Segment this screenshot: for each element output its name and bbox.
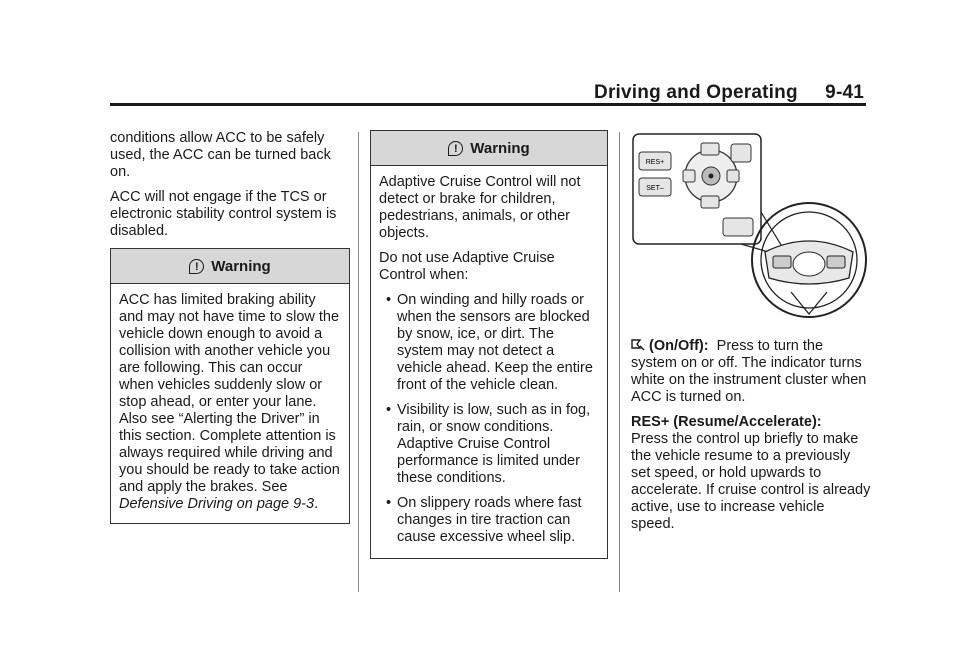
column-divider [358, 132, 359, 592]
onoff-text: Press to turn the system on or off. The indicator turns white on the instrument cluster when ACC is turned on. [631, 338, 867, 405]
warning-body [371, 166, 607, 558]
res-label: RES+ (Resume/Accelerate): [631, 414, 822, 430]
warning-title: Warning [470, 139, 530, 157]
column-1 [110, 130, 350, 524]
paragraph: conditions allow ACC to be safely used, the ACC can be turned back on. [110, 130, 331, 180]
warning-header [111, 249, 349, 284]
warning-title: Warning [211, 257, 271, 275]
warning-header [371, 131, 607, 166]
set-button-label: SET– [646, 185, 664, 192]
warning-box [370, 130, 608, 559]
warning-text: Adaptive Cruise Control will not detect or brake for children, pedestrians, animals, or other objects. [379, 174, 581, 241]
steering-wheel-controls-diagram [631, 130, 871, 328]
cross-reference-link[interactable]: Defensive Driving on page 9‑3 [119, 496, 315, 512]
onoff-label: (On/Off): [649, 338, 709, 354]
page-header [594, 82, 864, 104]
bullet-item: • On slippery roads where fast changes in tire traction can cause excessive wheel slip. [397, 495, 599, 546]
warning-body [111, 284, 349, 523]
header-rule [110, 103, 866, 106]
page-number: 9-41 [825, 82, 864, 103]
period: . [314, 496, 319, 512]
section-title: Driving and Operating [594, 82, 798, 103]
column-3 [631, 130, 871, 541]
column-2 [370, 130, 608, 559]
bullet-item: • On winding and hilly roads or when the sensors are blocked by snow, ice, or dirt. The system may not detect a vehicle ahead. Keep the entire front of the vehicle clean. [397, 292, 599, 394]
paragraph: ACC will not engage if the TCS or electronic stability control system is disabled. [110, 189, 337, 239]
bullet-item: • Visibility is low, such as in fog, rain, or snow conditions. Adaptive Cruise Control performance is limited under these conditions. [397, 402, 599, 487]
warning-text: Do not use Adaptive Cruise Control when: [379, 250, 555, 283]
warning-bullet-list [379, 292, 599, 546]
warning-icon: ! [189, 259, 204, 274]
column-divider [619, 132, 620, 592]
res-button-label: RES+ [645, 159, 665, 166]
cruise-on-off-icon [631, 338, 645, 352]
warning-text: ACC has limited braking ability and may not have time to slow the vehicle down enough to avoid a collision with another vehicle you are following. This can occur when vehicles suddenly slow or stop ahead, or enter your lane. Also see “Alerting the Driver” in this section. Complete attention is always required while driving and you should be ready to take action and apply the brakes. See [119, 292, 340, 495]
steering-wheel-illustration [631, 130, 871, 328]
warning-box [110, 248, 350, 524]
res-text: Press the control up briefly to make the vehicle resume to a previously set speed, or hold upwards to accelerate. If cruise control is already active, use to increase vehicle speed. [631, 431, 871, 532]
warning-icon: ! [448, 141, 463, 156]
